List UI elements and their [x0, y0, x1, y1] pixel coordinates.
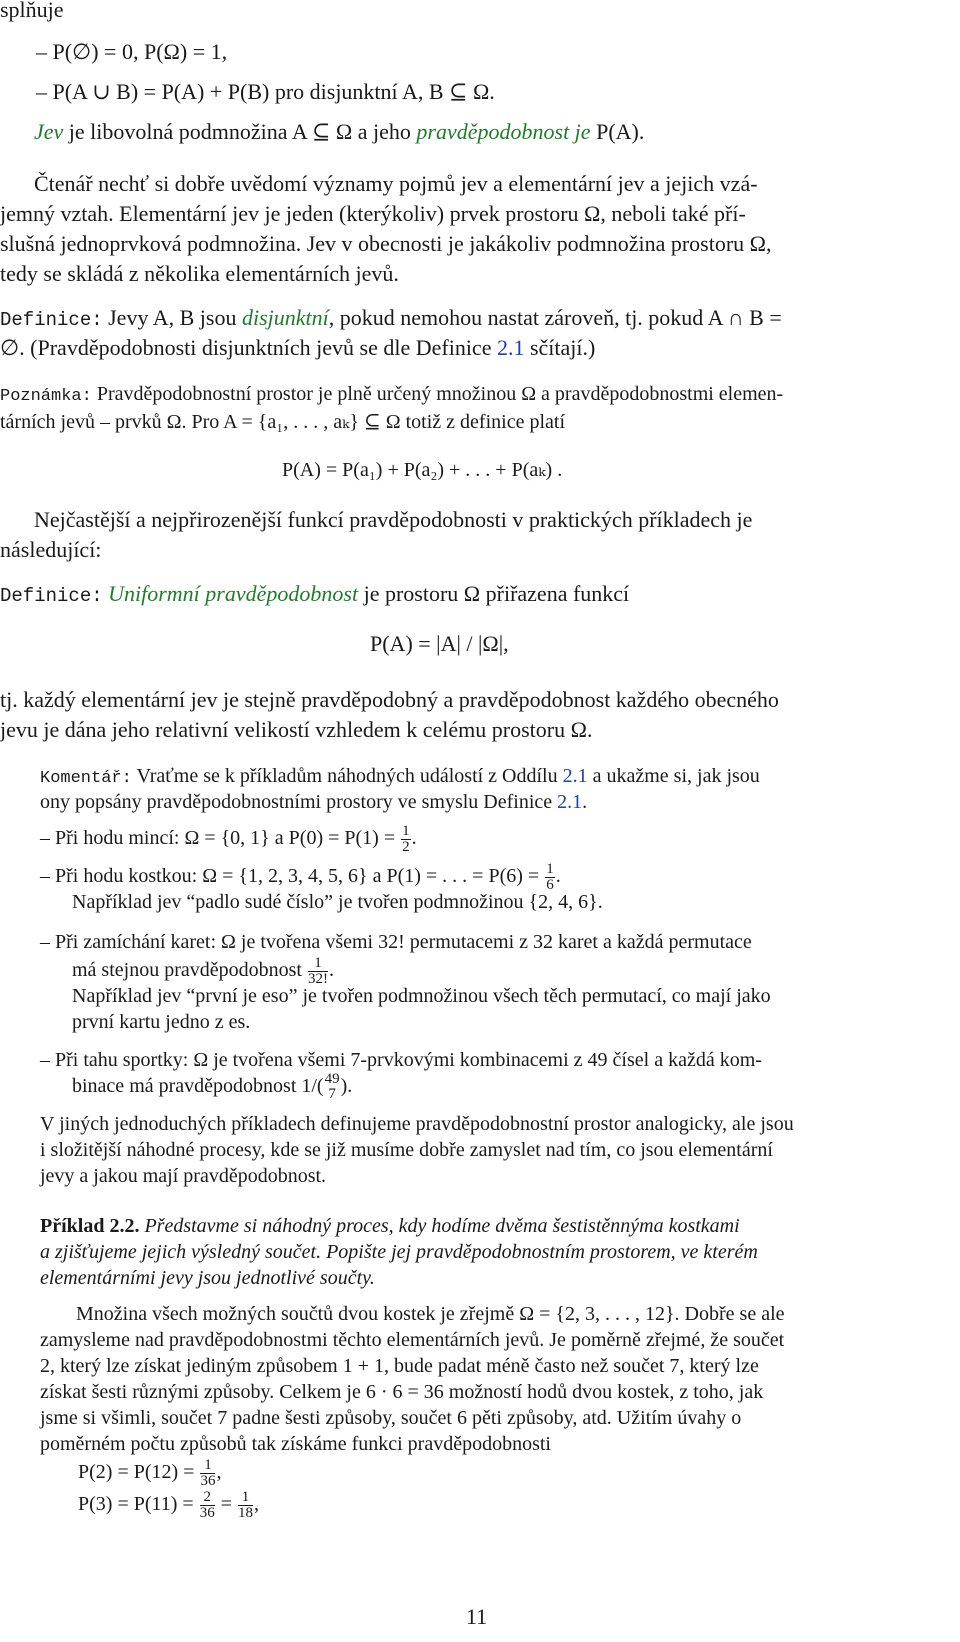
- text: P(A).: [590, 119, 645, 144]
- text: má stejnou pravděpodobnost: [72, 959, 307, 982]
- term-jev: Jev: [34, 119, 64, 144]
- fraction: [200, 1490, 215, 1521]
- binomial-bottom: 7: [328, 1086, 336, 1103]
- note-line: tárních jevů – prvků Ω. Pro A = {a₁, . . . , aₖ} ⊆ Ω totiž z definice platí: [0, 411, 565, 433]
- numerator: 1: [238, 1490, 253, 1506]
- denominator: 32!: [307, 971, 328, 987]
- equation: P(A) = |A| / |Ω|,: [370, 631, 509, 656]
- text: , pokud nemohou nastat zároveň, tj. pokud A ∩ B =: [328, 305, 782, 330]
- text: a ukažme si, jak jsou: [587, 765, 760, 787]
- note-line: [0, 380, 783, 411]
- denominator: 36: [200, 1473, 216, 1489]
- text: je libovolná podmnožina A ⊆ Ω a jeho: [63, 119, 417, 144]
- bullet-continuation: Například jev “padlo sudé číslo” je tvořen podmnožinou {2, 4, 6}.: [72, 891, 603, 913]
- definition-label: Definice:: [0, 585, 103, 607]
- term-pravdepodobnost: pravděpodobnost je: [416, 119, 591, 144]
- paragraph-line: i složitější náhodné procesy, kde se již musíme dobře zamyslet nad tím, co jsou elementární: [40, 1139, 773, 1161]
- text-line: splňuje: [0, 0, 64, 22]
- text: =: [215, 1493, 237, 1516]
- text: .: [411, 827, 417, 850]
- numerator: 1: [546, 861, 554, 877]
- paragraph-line: jevy a jakou mají pravděpodobnost.: [40, 1165, 327, 1187]
- numerator: 2: [200, 1490, 215, 1506]
- denominator: 2: [402, 839, 410, 855]
- text: – Při hodu kostkou: Ω = {1, 2, 3, 4, 5, 6} a P(1) = . . . = P(6) =: [40, 865, 545, 888]
- term-uniformni: Uniformní pravděpodobnost: [108, 581, 359, 606]
- paragraph-line: V jiných jednoduchých příkladech definujeme pravděpodobnostní prostor analogicky, ale jsou: [40, 1113, 794, 1135]
- example-line: [40, 1212, 740, 1240]
- paragraph-line: jevu je dána jeho relativní velikostí vzhledem k celému prostoru Ω.: [0, 717, 593, 742]
- example-line: a zjišťujeme jejich výsledný součet. Popište jej pravděpodobnostním prostorem, ve kterém: [40, 1241, 758, 1263]
- fraction: [200, 1458, 215, 1489]
- equation: [78, 1458, 221, 1489]
- text: binace má pravděpodobnost 1/(: [72, 1075, 324, 1097]
- text: .: [555, 865, 561, 888]
- paragraph-line: jemný vztah. Elementární jev je jeden (kterýkoliv) prvek prostoru Ω, neboli také pří-: [0, 201, 746, 226]
- comment-label: Komentář:: [40, 769, 132, 788]
- fraction: [238, 1490, 253, 1521]
- text: Pravděpodobnostní prostor je plně určený množinou Ω a pravděpodobnostmi elemen-: [91, 383, 784, 405]
- text: sčítají.): [524, 335, 596, 360]
- text: .: [582, 791, 588, 813]
- reference-link[interactable]: 2.1: [557, 791, 583, 813]
- list-item: – P(∅) = 0, P(Ω) = 1,: [36, 39, 228, 64]
- binomial-top: 49: [324, 1071, 340, 1088]
- solution-line: jsme si všimli, součet 7 padne šesti způsoby, součet 6 pěti způsoby, atd. Užitím úvahy o: [40, 1407, 742, 1429]
- equation: P(A) = P(a₁) + P(a₂) + . . . + P(aₖ) .: [282, 459, 563, 481]
- example-line: elementárními jevy jsou jednotlivé součty.: [40, 1267, 375, 1289]
- note-label: Poznámka:: [0, 387, 92, 406]
- text: ,: [216, 1461, 222, 1484]
- bullet-item: – Při tahu sportky: Ω je tvořena všemi 7-prvkovými kombinacemi z 49 čísel a každá kom-: [40, 1049, 762, 1071]
- paragraph-line: následující:: [0, 537, 102, 562]
- example-label: Příklad 2.2.: [40, 1215, 140, 1237]
- paragraph-line: Nejčastější a nejpřirozenější funkcí pravděpodobnosti v praktických příkladech je: [34, 507, 753, 532]
- binomial: [325, 1072, 340, 1102]
- comment-line: [40, 788, 587, 816]
- text: ,: [253, 1493, 259, 1516]
- text: P(3) = P(11) =: [78, 1493, 199, 1516]
- bullet-item: – Při zamíchání karet: Ω je tvořena všemi 32! permutacemi z 32 karet a každá permutace: [40, 931, 752, 953]
- equation: [78, 1490, 259, 1521]
- bullet-continuation: [72, 1072, 352, 1102]
- numerator: 1: [308, 956, 328, 972]
- definition-disjunktni: [0, 304, 782, 334]
- numerator: 1: [402, 823, 410, 839]
- reference-link[interactable]: 2.1: [496, 335, 525, 360]
- denominator: 36: [199, 1505, 215, 1521]
- fraction: [401, 824, 411, 855]
- solution-line: poměrném počtu způsobů tak získáme funkci pravděpodobnosti: [40, 1433, 551, 1455]
- text: ony popsány pravděpodobnostními prostory ve smyslu Definice: [40, 791, 558, 813]
- definition-label: Definice:: [0, 309, 103, 331]
- definition-line: [0, 334, 595, 362]
- bullet-continuation: první kartu jedno z es.: [72, 1011, 251, 1033]
- solution-line: Množina všech možných součtů dvou kostek je zřejmě Ω = {2, 3, . . . , 12}. Dobře se ale: [76, 1303, 785, 1325]
- definition-line: [34, 118, 644, 146]
- paragraph-line: slušná jednoprvková podmnožina. Jev v obecnosti je jakákoliv podmnožina prostoru Ω,: [0, 231, 772, 256]
- paragraph-line: tedy se skládá z několika elementárních jevů.: [0, 261, 399, 286]
- page-number: 11: [466, 1604, 488, 1629]
- solution-line: 2, který lze získat jediným způsobem 1 + 1, bude padat méně často než součet 7, který lze: [40, 1355, 759, 1377]
- term-disjunktni: disjunktní: [241, 305, 329, 330]
- text: ).: [340, 1075, 353, 1097]
- numerator: 1: [200, 1458, 215, 1474]
- text: .: [328, 959, 334, 982]
- bullet-continuation: Například jev “první je eso” je tvořen podmnožinou všech těch permutací, co mají jako: [72, 985, 771, 1007]
- definition-uniformni: [0, 580, 629, 610]
- list-item: – P(A ∪ B) = P(A) + P(B) pro disjunktní A, B ⊆ Ω.: [36, 79, 495, 104]
- reference-link[interactable]: 2.1: [562, 765, 588, 787]
- text: – Při hodu mincí: Ω = {0, 1} a P(0) = P(1) =: [40, 827, 401, 850]
- denominator: 6: [546, 877, 554, 893]
- text: Vraťme se k příkladům náhodných událostí z Oddílu: [131, 765, 563, 787]
- text: ∅. (Pravděpodobnosti disjunktních jevů se dle Definice: [0, 335, 497, 360]
- solution-line: zamysleme nad pravděpodobnostmi těchto elementárních jevů. Je poměrně zřejmé, že součet: [40, 1329, 785, 1351]
- bullet-item: [40, 824, 417, 855]
- paragraph-line: Čtenář nechť si dobře uvědomí významy pojmů jev a elementární jev a jejich vzá-: [34, 171, 758, 196]
- text: P(2) = P(12) =: [78, 1461, 200, 1484]
- solution-line: získat šesti různými způsoby. Celkem je 6 · 6 = 36 možností hodů dvou kostek, z toho, jak: [40, 1381, 764, 1403]
- denominator: 18: [237, 1505, 253, 1521]
- text: je prostoru Ω přiřazena funkcí: [358, 581, 630, 606]
- text: Představme si náhodný proces, kdy hodíme dvěma šestistěnnýma kostkami: [139, 1215, 740, 1237]
- paragraph-line: tj. každý elementární jev je stejně pravděpodobný a pravděpodobnost každého obecného: [0, 687, 779, 712]
- text: Jevy A, B jsou: [102, 305, 242, 330]
